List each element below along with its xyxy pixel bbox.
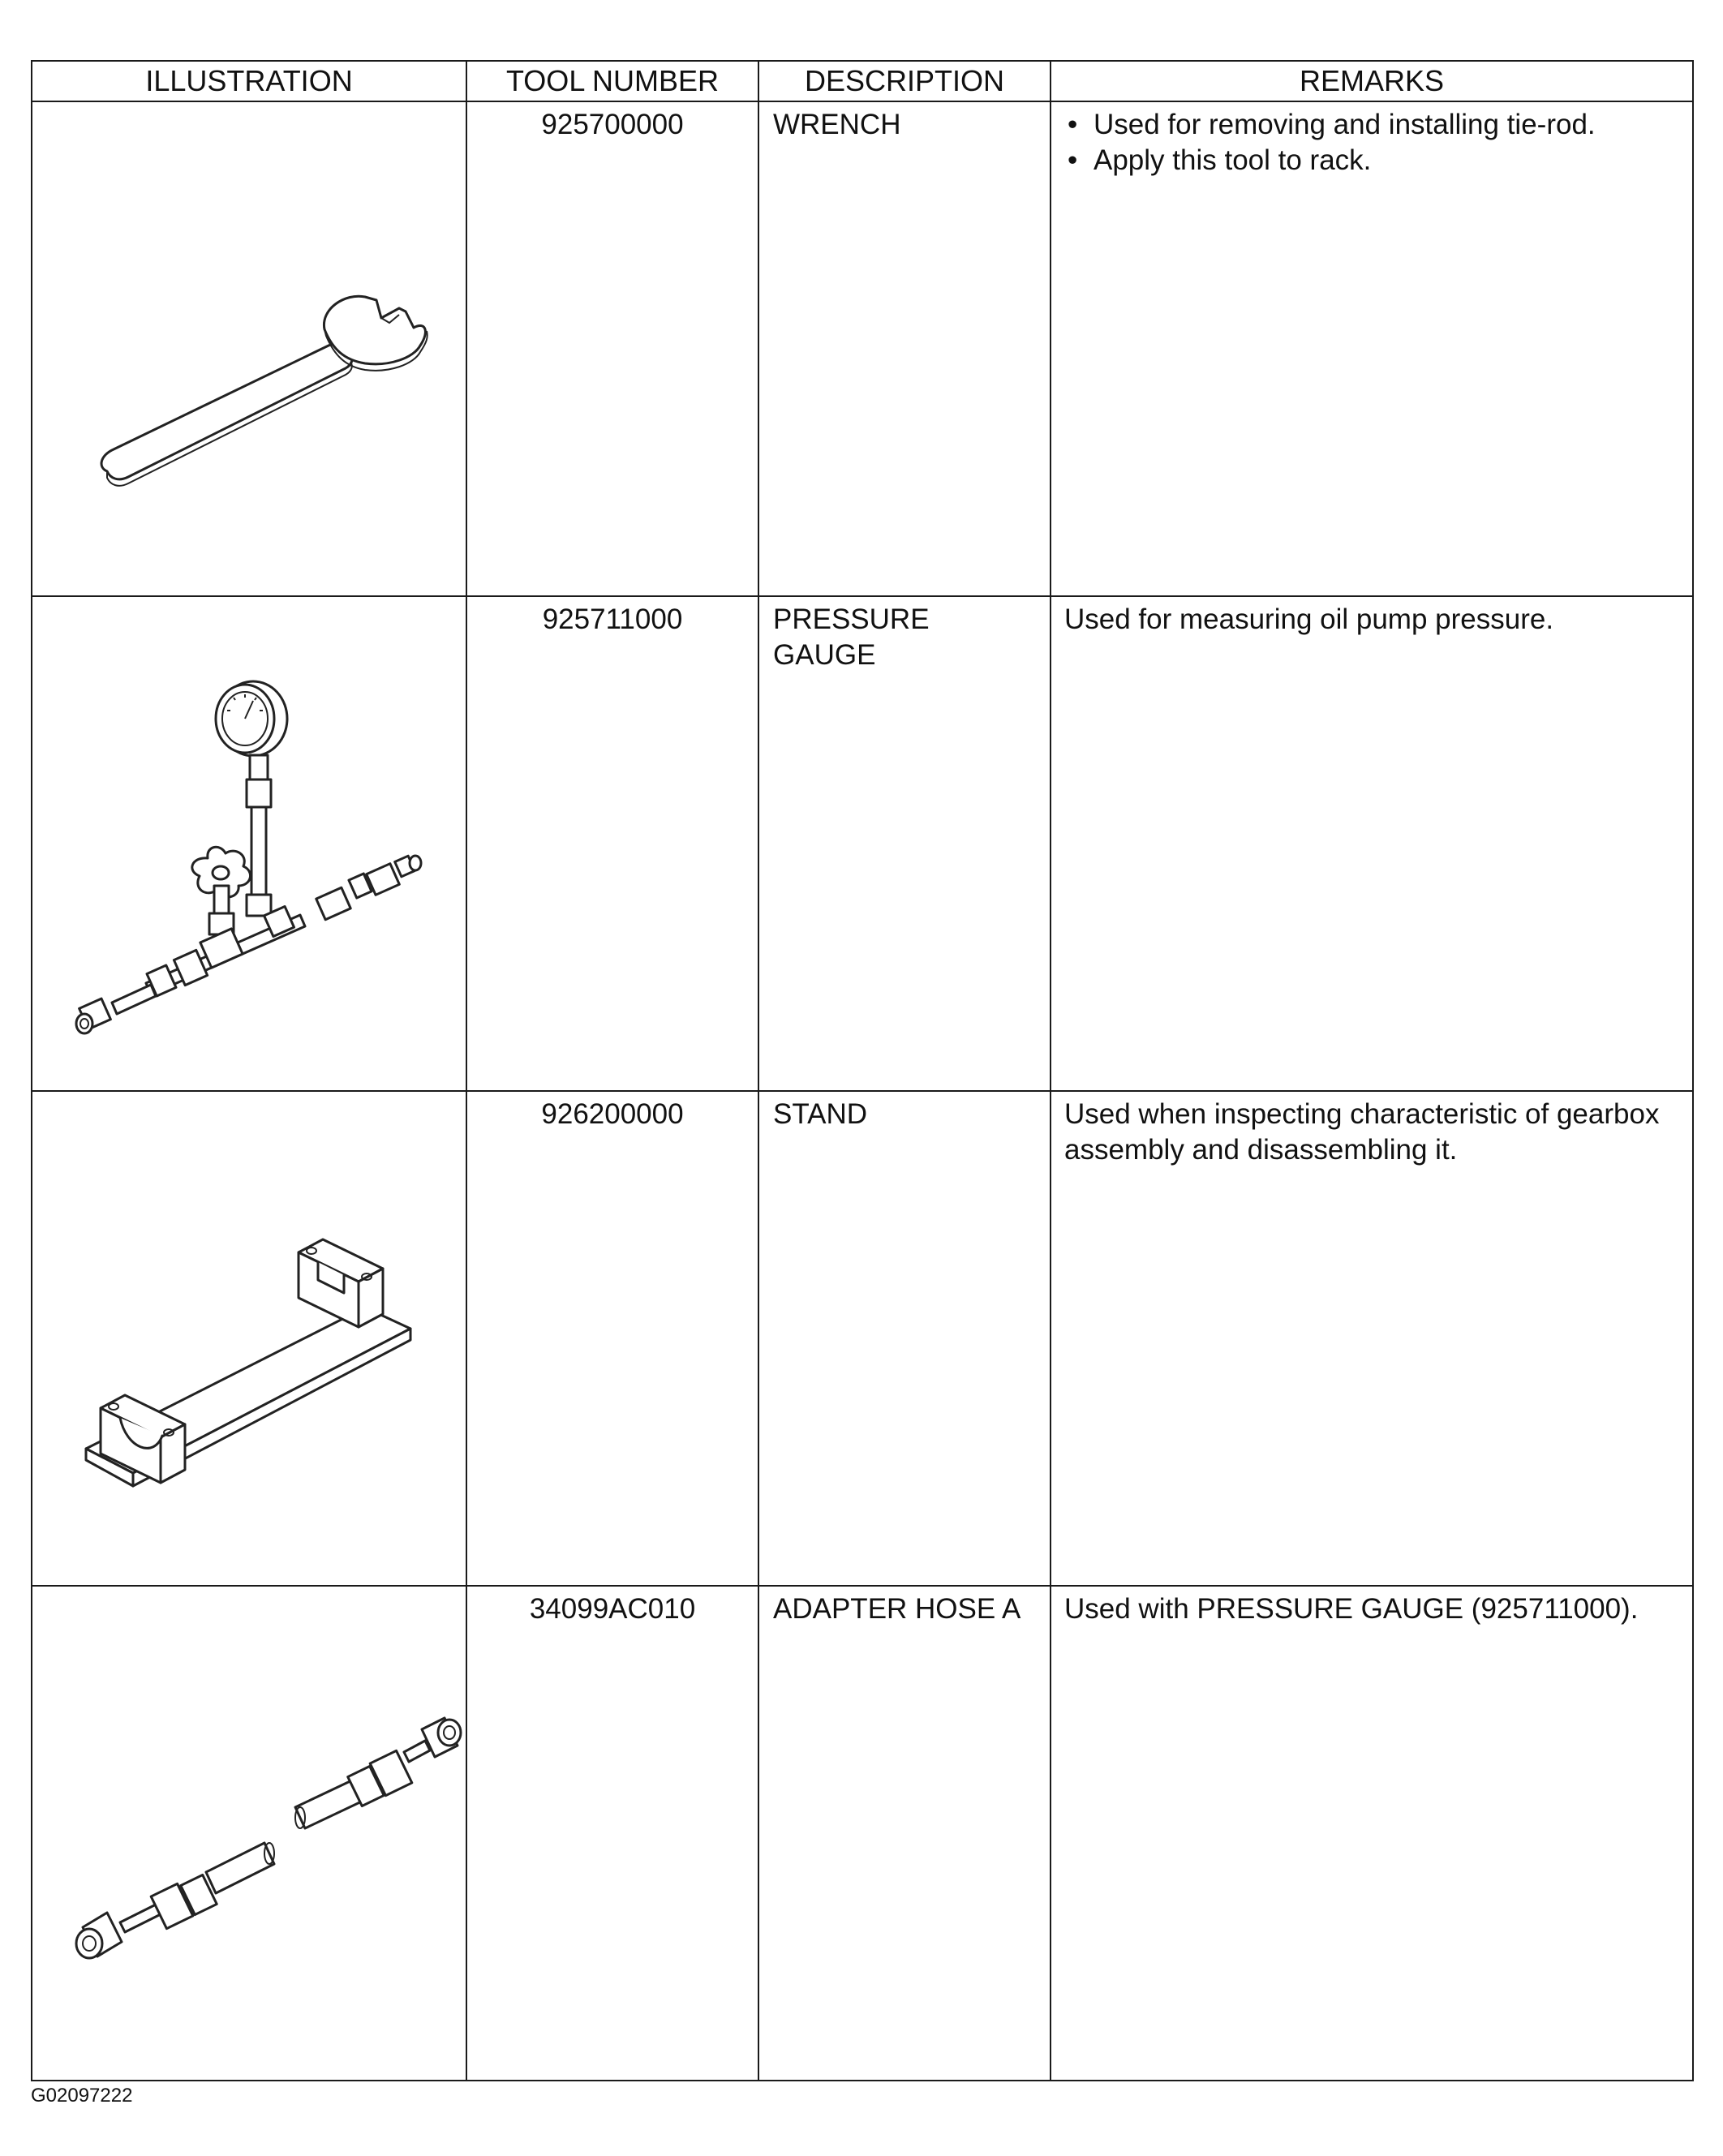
remarks-cell (1051, 101, 1693, 596)
description-cell: WRENCH (758, 101, 1051, 596)
table-row (32, 1091, 1693, 1586)
tool-number-cell: 925711000 (466, 596, 758, 1091)
description-cell: STAND (758, 1091, 1051, 1586)
remark-item: • Apply this tool to rack. (1064, 143, 1684, 178)
description-cell: PRESSURE GAUGE (758, 596, 1051, 1091)
table-header-row (32, 61, 1693, 101)
header-illustration: ILLUSTRATION (32, 61, 466, 101)
header-tool-number: TOOL NUMBER (466, 61, 758, 101)
table-row (32, 1586, 1693, 2081)
remarks-cell (1051, 596, 1693, 1091)
illustration-cell (32, 101, 466, 596)
remarks-list (1064, 107, 1684, 178)
remarks-cell (1051, 1586, 1693, 2081)
figure-code: G02097222 (31, 2085, 133, 2107)
illustration-cell (32, 596, 466, 1091)
header-description: DESCRIPTION (758, 61, 1051, 101)
illustration-cell (32, 1586, 466, 2081)
remarks-cell (1051, 1091, 1693, 1586)
header-remarks: REMARKS (1051, 61, 1693, 101)
adapter-hose-icon (32, 1587, 467, 2075)
wrench-icon (32, 102, 467, 591)
illustration-cell (32, 1091, 466, 1586)
special-tools-table (31, 60, 1694, 2081)
remark-item: • Used for removing and installing tie-rod. (1064, 107, 1684, 143)
table-row (32, 596, 1693, 1091)
pressure-gauge-icon (32, 597, 467, 1085)
tool-number-cell: 34099AC010 (466, 1586, 758, 2081)
tool-number-cell: 925700000 (466, 101, 758, 596)
remark-text: Used for measuring oil pump pressure. (1064, 603, 1554, 635)
table-row (32, 101, 1693, 596)
remark-text: Used with PRESSURE GAUGE (925711000). (1064, 1593, 1639, 1625)
tool-number-cell: 926200000 (466, 1091, 758, 1586)
description-cell: ADAPTER HOSE A (758, 1586, 1051, 2081)
stand-icon (32, 1092, 467, 1580)
remark-text: Used when inspecting characteristic of gearbox assembly and disassembling it. (1064, 1098, 1660, 1166)
